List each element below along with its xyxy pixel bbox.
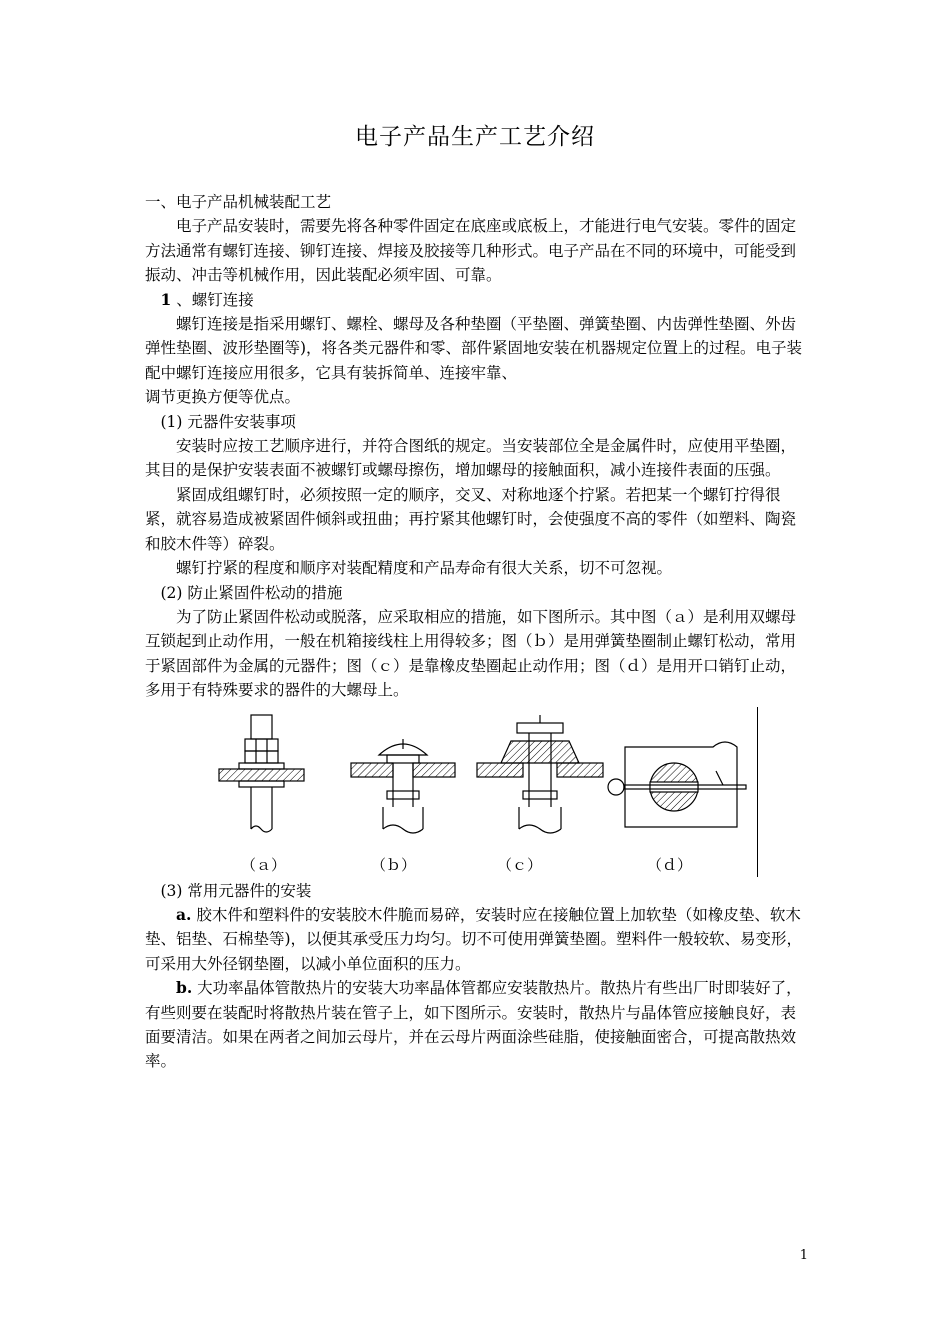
paragraph: 紧固成组螺钉时，必须按照一定的顺序，交叉、对称地逐个拧紧。若把某一个螺钉拧得很紧，就容易造成被紧固件倾斜或扭曲；再拧紧其他螺钉时，会使强度不高的零件（如塑料、陶瓷和胶木件等）碎裂。 — [145, 485, 797, 553]
paragraph: 安装时应按工艺顺序进行，并符合图纸的规定。当安装部位全是金属件时，应使用平垫圈，其目的是保护安装表面不被螺钉或螺母擦伤，增加螺母的接触面积，减小连接件表面的压强。 — [145, 437, 797, 480]
caption-d: （ｄ） — [647, 855, 693, 874]
subsection-number: 1 — [160, 289, 172, 309]
list-text: 大功率晶体管散热片的安装大功率晶体管都应安装散热片。散热片有些出厂时即装好了，有些则要在装配时将散热片装在管子上，如下图所示。安装时，散热片与晶体管应接触良好，表面要清洁。如果在两者之间加云母片，并在云母片两面涂些硅脂，使接触面密合，可提高散热效率。 — [145, 979, 802, 1071]
caption-c: （ｃ） — [497, 855, 543, 874]
list-text: 胶木件和塑料件的安装胶木件脆而易碎，安装时应在接触位置上加软垫（如橡皮垫、软木垫、铝垫、石棉垫等)，以便其承受压力均匀。切不可使用弹簧垫圈。塑料件一般较软、易变形，可采用大外径钢垫圈，以减小单位面积的压力。 — [145, 905, 803, 973]
caption-a: （ａ） — [241, 855, 287, 874]
section-heading: 一、电子产品机械装配工艺 — [145, 193, 332, 211]
diagram-a-double-nut — [219, 715, 304, 832]
item-heading: (3) 常用元器件的安装 — [160, 881, 312, 900]
diagram-b-spring-washer — [351, 739, 455, 833]
fastener-diagram — [211, 711, 756, 836]
figure-border — [757, 707, 758, 877]
paragraph — [145, 903, 810, 976]
paragraph — [145, 976, 810, 1074]
list-label: b. — [176, 978, 193, 998]
page-title: 电子产品生产工艺介绍 — [355, 124, 595, 150]
fastener-figure — [145, 707, 810, 877]
paragraph: 为了防止紧固件松动或脱落，应采取相应的措施，如下图所示。其中图（ａ）是利用双螺母互锁起到止动作用，一般在机箱接线柱上用得较多；图（ｂ）是用弹簧垫圈制止螺钉松动，常用于紧固部件为金属的元器件；图（ｃ）是靠橡皮垫圈起止动作用；图（ｄ）是用开口销钉止动，多用于有特殊要求的器件的大螺母上。 — [145, 607, 797, 700]
paragraph: 电子产品安装时，需要先将各种零件固定在底座或底板上，才能进行电气安装。零件的固定方法通常有螺钉连接、铆钉连接、焊接及胶接等几种形式。电子产品在不同的环境中，可能受到振动、冲击等机械作用，因此装配必须牢固、可靠。 — [145, 217, 797, 285]
paragraph-continued: 调节更换方便等优点。 — [145, 388, 301, 407]
subsection-heading — [145, 288, 810, 312]
document-body — [145, 190, 810, 1074]
item-heading: (1) 元器件安装事项 — [160, 412, 296, 431]
paragraph: 螺钉拧紧的程度和顺序对装配精度和产品寿命有很大关系，切不可忽视。 — [176, 559, 673, 578]
item-heading: (2) 防止紧固件松动的措施 — [160, 583, 343, 602]
paragraph: 螺钉连接是指采用螺钉、螺栓、螺母及各种垫圈（平垫圈、弹簧垫圈、内齿弹性垫圈、外齿弹性垫圈、波形垫圈等)，将各类元器件和零、部件紧固地安装在机器规定位置上的过程。电子装配中螺钉连接应用很多，它具有装拆简单、连接牢靠、 — [145, 315, 803, 382]
list-label: a. — [176, 904, 192, 924]
diagram-c-rubber-washer — [477, 715, 603, 833]
diagram-d-cotter-pin — [608, 742, 746, 827]
caption-b: （ｂ） — [371, 855, 417, 874]
subsection-title: 、螺钉连接 — [171, 290, 254, 309]
page-number: 1 — [799, 1248, 808, 1263]
